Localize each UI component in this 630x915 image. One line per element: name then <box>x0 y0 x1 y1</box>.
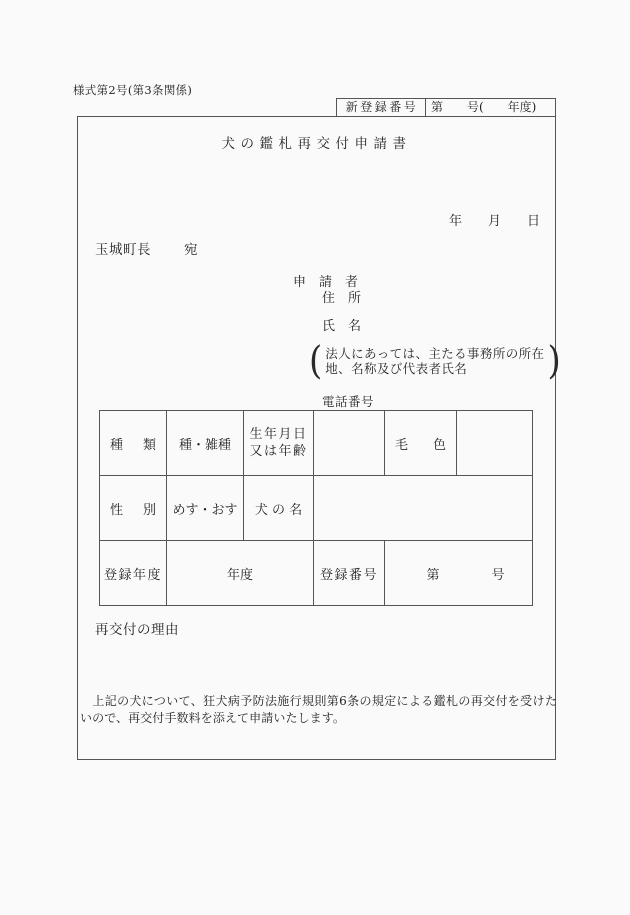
coat-label-left: 毛 <box>395 437 409 453</box>
registration-number-prefix: 第 <box>426 567 440 583</box>
new-registration-number-label: 新登録番号 <box>337 99 426 116</box>
table-row <box>100 476 533 541</box>
addressee-line <box>95 238 198 258</box>
type-label-left: 種 <box>110 437 124 453</box>
addressee-name: 玉城町長 <box>95 242 151 258</box>
corporate-note-line2: 地、名称及び代表者氏名 <box>325 361 468 376</box>
corporate-note-close-bracket: ) <box>547 338 561 384</box>
applicant-name-label: 氏 名 <box>322 319 362 334</box>
birthdate-label-cell <box>244 411 314 476</box>
type-label-cell <box>100 411 167 476</box>
sex-options-cell: めす・おす <box>167 476 244 541</box>
registration-number-label-cell: 登録番号 <box>314 541 385 606</box>
new-registration-number-value: 第 号( 年度) <box>431 100 537 114</box>
registration-number-suffix: 号 <box>491 567 505 583</box>
sex-label-right: 別 <box>142 502 156 518</box>
corporate-note <box>309 338 561 384</box>
addressee-honorific: 宛 <box>184 242 198 258</box>
reissue-reason-label: 再交付の理由 <box>95 622 179 638</box>
corporate-note-text <box>325 346 544 377</box>
applicant-heading: 申 請 者 <box>293 275 359 290</box>
applicant-address-label: 住 所 <box>322 291 362 306</box>
registration-year-label-cell: 登録年度 <box>100 541 167 606</box>
dog-info-table <box>99 410 533 606</box>
coat-label-right: 色 <box>432 437 446 453</box>
new-registration-number-box <box>336 98 556 117</box>
phone-number-label: 電話番号 <box>322 394 375 409</box>
declaration-paragraph: 上記の犬について、狂犬病予防法施行規則第6条の規定による鑑札の再交付を受けたいので、再交付手数料を添えて申請いたします。 <box>80 694 557 725</box>
registration-year-value-cell: 年度 <box>167 541 314 606</box>
corporate-note-line1: 法人にあっては、主たる事務所の所在 <box>325 345 545 361</box>
form-number-label: 様式第2号(第3条関係) <box>73 83 193 97</box>
birthdate-label-line1: 生年月日 <box>249 427 308 442</box>
table-row <box>100 411 533 476</box>
birthdate-label-line2: 又は年齢 <box>249 444 308 459</box>
document-title: 犬の鑑札再交付申請書 <box>221 136 412 152</box>
sex-label-left: 性 <box>110 502 124 518</box>
dog-name-value-cell <box>314 476 533 541</box>
coat-color-value-cell <box>457 411 533 476</box>
date-line: 年 月 日 <box>449 214 541 229</box>
birthdate-value-cell <box>314 411 385 476</box>
coat-color-label-cell <box>385 411 457 476</box>
table-row <box>100 541 533 606</box>
dog-name-label-cell: 犬 の 名 <box>244 476 314 541</box>
breed-options-cell: 種・雑種 <box>167 411 244 476</box>
type-label-right: 類 <box>142 437 156 453</box>
corporate-note-open-bracket: ( <box>309 338 323 384</box>
sex-label-cell <box>100 476 167 541</box>
registration-number-value-cell <box>385 541 533 606</box>
